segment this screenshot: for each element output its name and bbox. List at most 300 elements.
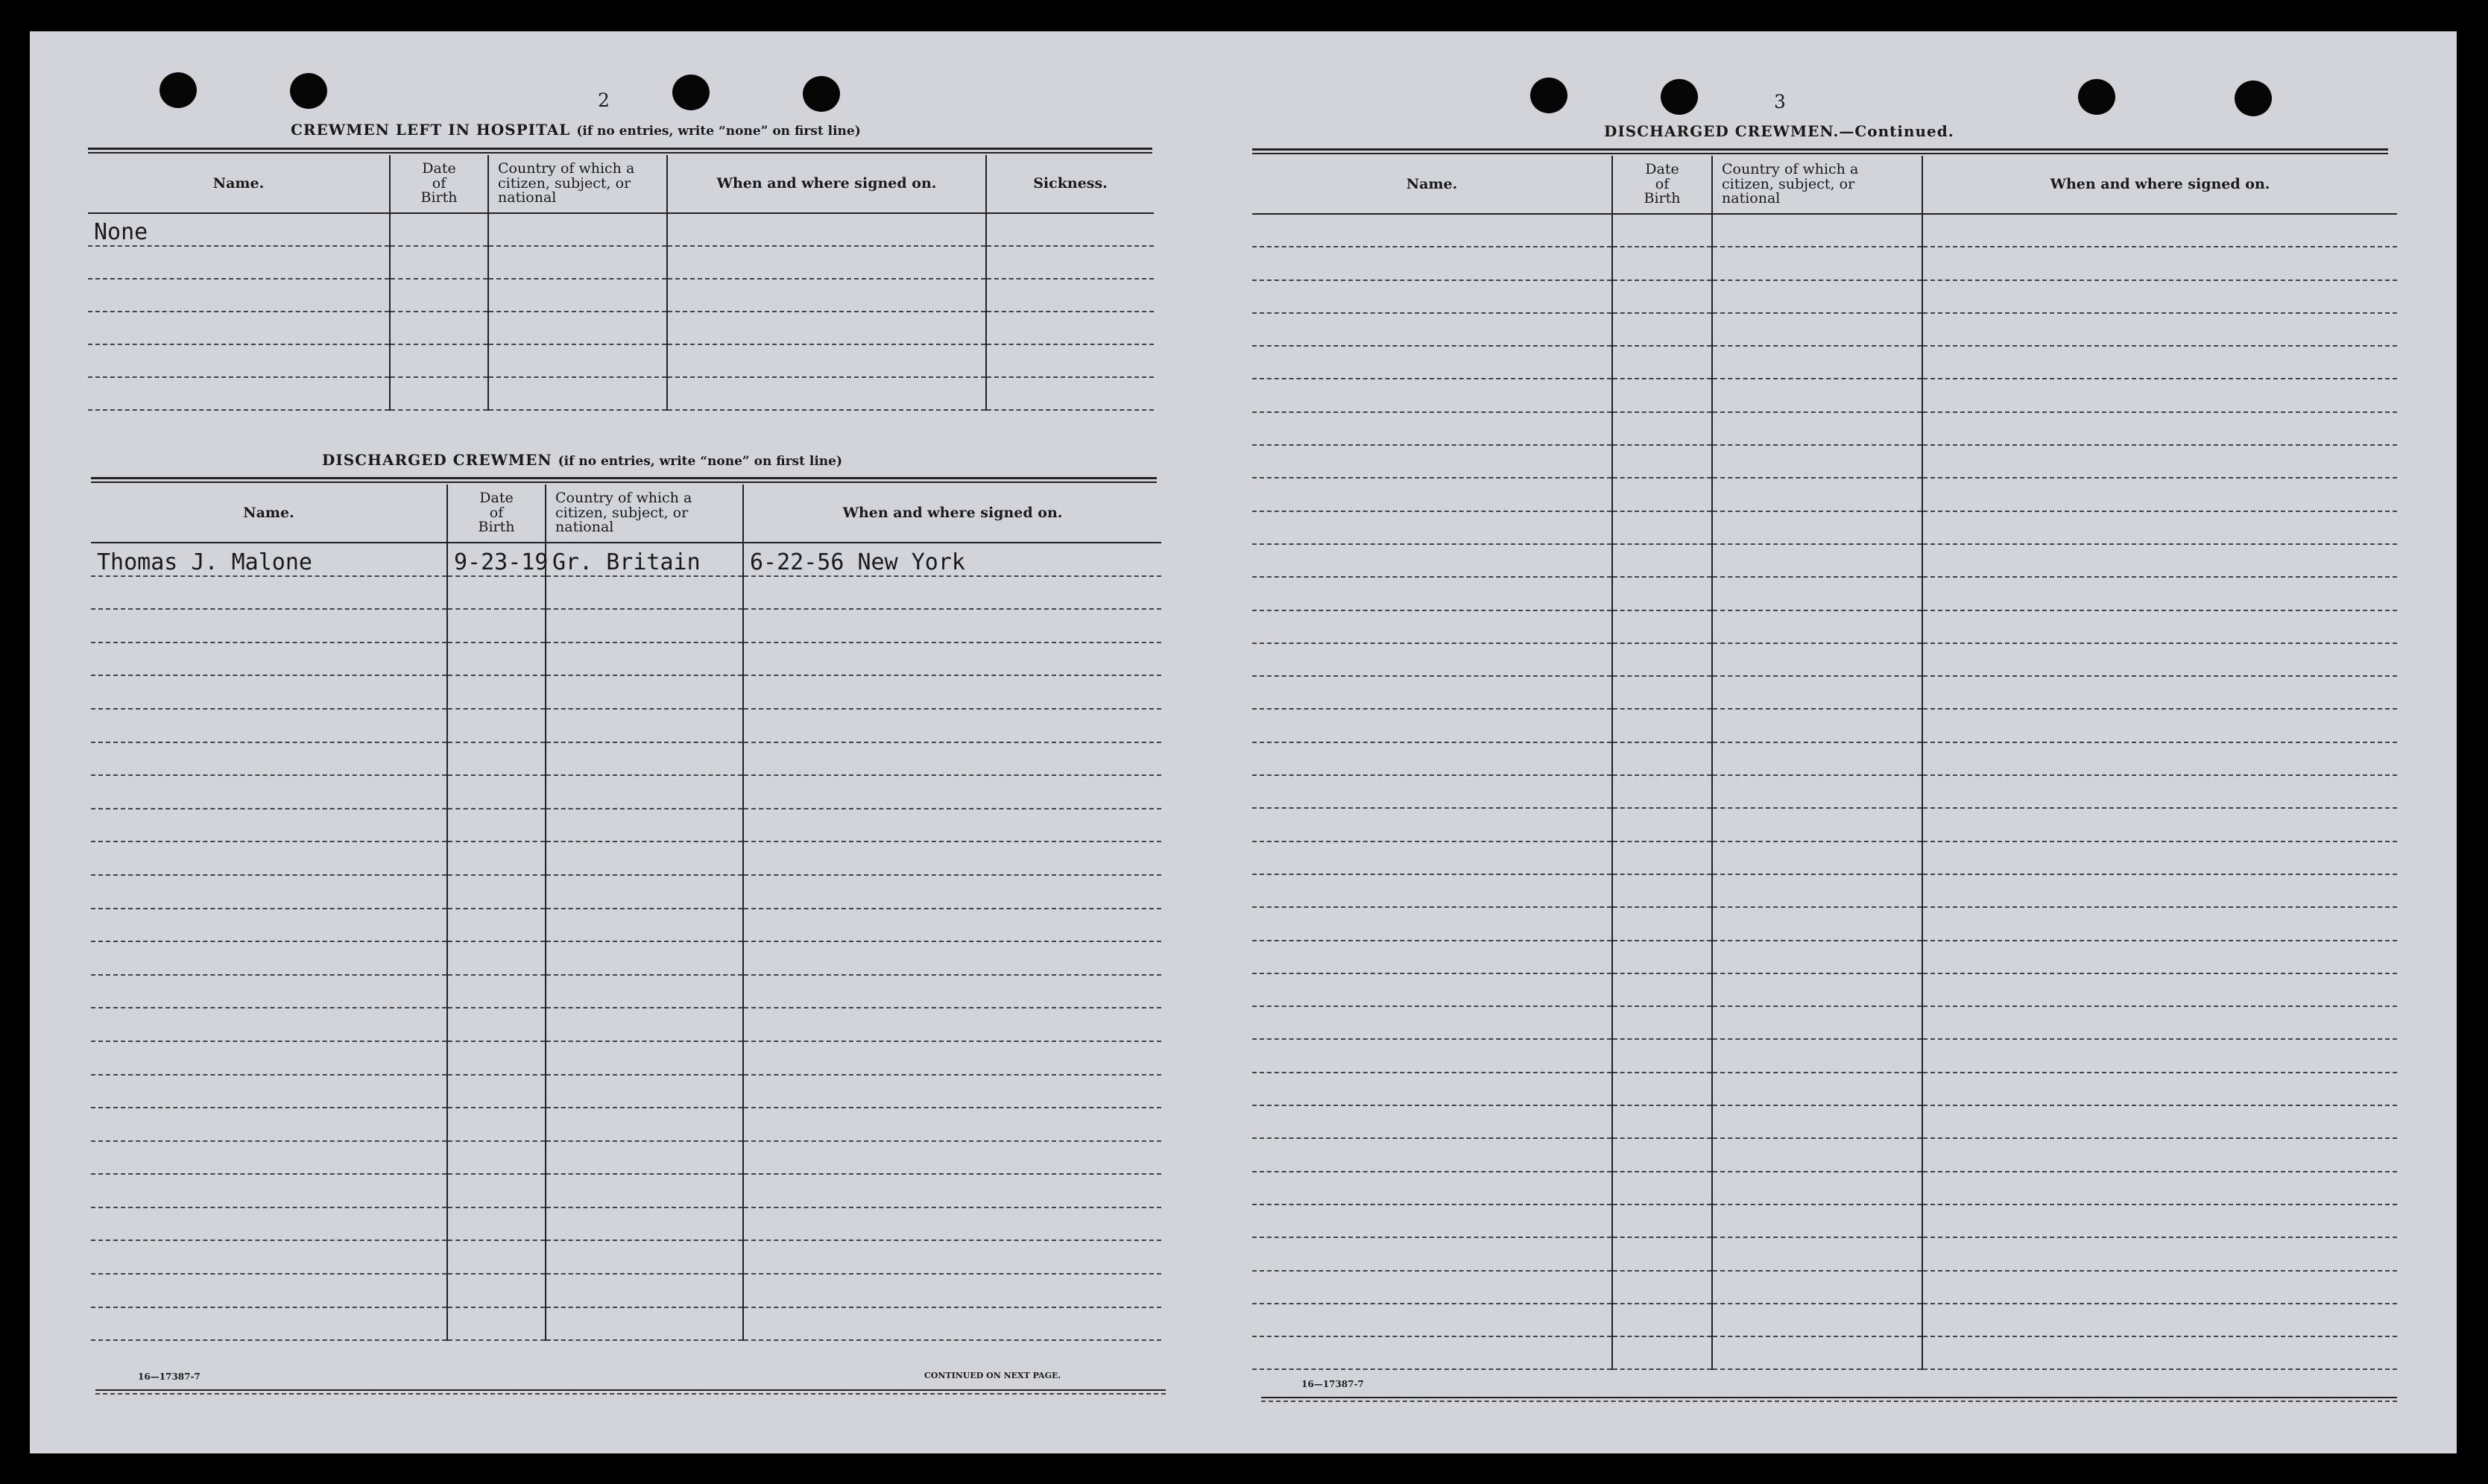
cell-country[interactable] [1712, 842, 1922, 874]
cell-name[interactable] [88, 312, 390, 344]
cell-dob[interactable] [1612, 1271, 1712, 1304]
cell-name[interactable] [1252, 842, 1612, 874]
cell-signed-on[interactable] [743, 1207, 1161, 1241]
column-header-name: Name. [1252, 156, 1612, 214]
cell-country[interactable] [546, 909, 743, 942]
table-row [1252, 907, 2397, 940]
punch-hole-icon [803, 76, 840, 112]
table-row [91, 1041, 1161, 1075]
cell-dob[interactable] [390, 344, 488, 377]
cell-dob[interactable] [390, 377, 488, 410]
cell-name[interactable] [1252, 973, 1612, 1006]
cell-country[interactable] [546, 1307, 743, 1341]
table-row [88, 377, 1154, 410]
cell-country[interactable]: Gr. Britain [546, 543, 743, 576]
cell-country[interactable] [1712, 1172, 1922, 1204]
cell-sickness[interactable] [986, 279, 1154, 312]
cell-country[interactable] [1712, 1237, 1922, 1270]
cell-country[interactable] [1712, 1039, 1922, 1072]
cell-dob[interactable] [1612, 346, 1712, 379]
cell-name[interactable] [88, 377, 390, 410]
cell-name[interactable] [91, 875, 447, 909]
cell-country[interactable] [1712, 808, 1922, 841]
cell-dob[interactable] [1612, 775, 1712, 808]
cell-sickness[interactable] [986, 312, 1154, 344]
cell-name[interactable] [1252, 874, 1612, 907]
cell-country[interactable] [1712, 874, 1922, 907]
cell-signed-on[interactable] [743, 775, 1161, 809]
cell-country[interactable] [546, 1240, 743, 1274]
cell-name[interactable] [91, 1075, 447, 1108]
cell-country[interactable] [1712, 313, 1922, 346]
cell-country[interactable] [1712, 1006, 1922, 1039]
cell-name[interactable] [91, 576, 447, 610]
cell-name[interactable] [91, 1141, 447, 1175]
table-row [1252, 445, 2397, 478]
cell-signed-on[interactable] [743, 675, 1161, 709]
cell-dob[interactable] [390, 312, 488, 344]
cell-name[interactable] [1252, 1172, 1612, 1204]
cell-name[interactable] [1252, 676, 1612, 709]
cell-country[interactable] [546, 975, 743, 1008]
table-top-rule [88, 148, 1152, 154]
cell-signed-on[interactable] [1922, 1271, 2397, 1304]
cell-country[interactable] [1712, 1105, 1922, 1138]
cell-name[interactable] [91, 809, 447, 842]
cell-name[interactable] [1252, 247, 1612, 280]
cell-country[interactable] [546, 875, 743, 909]
cell-country[interactable] [546, 709, 743, 742]
cell-name[interactable] [91, 1274, 447, 1307]
cell-dob[interactable] [1612, 709, 1712, 742]
cell-country[interactable] [546, 642, 743, 676]
cell-country[interactable] [1712, 379, 1922, 411]
cell-name[interactable] [1252, 445, 1612, 478]
cell-dob[interactable] [447, 709, 546, 742]
table-row [91, 1274, 1161, 1307]
cell-signed-on[interactable] [1922, 346, 2397, 379]
cell-signed-on[interactable] [1922, 1006, 2397, 1039]
cell-dob[interactable] [1612, 1336, 1712, 1369]
cell-country[interactable] [546, 742, 743, 776]
cell-country[interactable] [546, 675, 743, 709]
cell-signed-on[interactable] [1922, 1105, 2397, 1138]
cell-dob[interactable] [1612, 1237, 1712, 1270]
cell-country[interactable] [488, 344, 667, 377]
cell-signed-on[interactable] [1922, 544, 2397, 577]
cell-signed-on[interactable]: 6-22-56 New York [743, 543, 1161, 576]
cell-country[interactable] [546, 941, 743, 975]
cell-country[interactable] [1712, 775, 1922, 808]
table-row [91, 543, 1161, 576]
table-row [1252, 1237, 2397, 1270]
header-line: Country of which a [555, 489, 692, 506]
cell-signed-on[interactable] [743, 875, 1161, 909]
cell-signed-on[interactable] [1922, 412, 2397, 445]
cell-signed-on[interactable] [743, 1174, 1161, 1207]
cell-dob[interactable] [447, 742, 546, 776]
cell-dob[interactable] [447, 576, 546, 610]
cell-dob[interactable] [1612, 742, 1712, 775]
cell-name[interactable] [91, 742, 447, 776]
cell-country[interactable] [1712, 511, 1922, 544]
cell-country[interactable] [546, 609, 743, 642]
cell-name[interactable] [91, 1240, 447, 1274]
cell-country[interactable] [488, 213, 667, 246]
cell-name[interactable] [1252, 1204, 1612, 1237]
cell-country[interactable] [488, 246, 667, 279]
cell-signed-on[interactable] [1922, 907, 2397, 940]
cell-name[interactable] [91, 975, 447, 1008]
cell-signed-on[interactable] [743, 1008, 1161, 1041]
cell-name[interactable] [1252, 941, 1612, 973]
cell-dob[interactable] [1612, 842, 1712, 874]
cell-signed-on[interactable] [1922, 1073, 2397, 1105]
cell-signed-on[interactable] [1922, 379, 2397, 411]
cell-signed-on[interactable] [1922, 247, 2397, 280]
cell-signed-on[interactable] [1922, 313, 2397, 346]
cell-dob[interactable] [1612, 1006, 1712, 1039]
cell-dob[interactable] [1612, 874, 1712, 907]
cell-dob[interactable] [390, 279, 488, 312]
cell-signed-on[interactable] [743, 1041, 1161, 1075]
cell-country[interactable] [1712, 577, 1922, 610]
cell-dob[interactable] [1612, 610, 1712, 643]
cell-signed-on[interactable] [1922, 1039, 2397, 1072]
cell-name[interactable] [1252, 907, 1612, 940]
cell-signed-on[interactable] [743, 1075, 1161, 1108]
cell-country[interactable] [546, 842, 743, 875]
cell-name[interactable] [91, 709, 447, 742]
cell-name[interactable] [1252, 1336, 1612, 1369]
cell-name[interactable] [1252, 214, 1612, 247]
cell-country[interactable] [1712, 1271, 1922, 1304]
cell-signed-on[interactable] [1922, 1172, 2397, 1204]
column-header-signed-on: When and where signed on. [1922, 156, 2397, 214]
cell-signed-on[interactable] [743, 842, 1161, 875]
discharged-continued-table [1252, 156, 2397, 1370]
cell-dob[interactable] [447, 809, 546, 842]
cell-dob[interactable] [1612, 1138, 1712, 1171]
cell-country[interactable] [1712, 676, 1922, 709]
cell-name[interactable] [1252, 280, 1612, 313]
table-row [1252, 346, 2397, 379]
cell-dob[interactable] [447, 1041, 546, 1075]
table-row [1252, 1073, 2397, 1105]
cell-country[interactable] [546, 1141, 743, 1175]
cell-country[interactable] [1712, 1073, 1922, 1105]
cell-signed-on[interactable] [1922, 775, 2397, 808]
cell-dob[interactable] [447, 1108, 546, 1141]
cell-name[interactable] [91, 775, 447, 809]
cell-name[interactable]: Thomas J. Malone [91, 543, 447, 576]
cell-dob[interactable] [447, 775, 546, 809]
cell-signed-on[interactable] [743, 1108, 1161, 1141]
cell-name[interactable] [1252, 346, 1612, 379]
cell-signed-on[interactable] [743, 1240, 1161, 1274]
cell-name[interactable] [91, 909, 447, 942]
cell-dob[interactable] [447, 1240, 546, 1274]
cell-country[interactable] [1712, 973, 1922, 1006]
cell-country[interactable] [1712, 941, 1922, 973]
table-row [91, 1240, 1161, 1274]
cell-signed-on[interactable] [1922, 1237, 2397, 1270]
punch-hole-icon [1661, 79, 1698, 115]
cell-signed-on[interactable] [743, 642, 1161, 676]
cell-country[interactable] [546, 1041, 743, 1075]
cell-dob[interactable] [447, 1141, 546, 1175]
cell-name[interactable] [1252, 1271, 1612, 1304]
cell-dob[interactable] [390, 246, 488, 279]
cell-signed-on[interactable] [1922, 676, 2397, 709]
cell-dob[interactable] [447, 642, 546, 676]
cell-signed-on[interactable] [743, 975, 1161, 1008]
cell-name[interactable] [1252, 1105, 1612, 1138]
cell-country[interactable] [1712, 412, 1922, 445]
cell-dob[interactable] [1612, 379, 1712, 411]
cell-signed-on[interactable] [1922, 478, 2397, 511]
cell-name[interactable] [1252, 379, 1612, 411]
cell-signed-on[interactable] [1922, 280, 2397, 313]
cell-dob[interactable] [447, 609, 546, 642]
cell-dob[interactable] [447, 975, 546, 1008]
header-line: Birth [478, 519, 515, 536]
cell-signed-on[interactable] [1922, 1204, 2397, 1237]
cell-signed-on[interactable] [1922, 1138, 2397, 1171]
cell-signed-on[interactable] [1922, 842, 2397, 874]
cell-dob[interactable] [1612, 676, 1712, 709]
cell-country[interactable] [546, 1274, 743, 1307]
cell-signed-on[interactable] [743, 809, 1161, 842]
cell-name[interactable] [91, 1108, 447, 1141]
cell-signed-on[interactable] [743, 1274, 1161, 1307]
cell-name[interactable] [91, 609, 447, 642]
cell-country[interactable] [488, 279, 667, 312]
cell-dob[interactable] [1612, 941, 1712, 973]
cell-name[interactable] [1252, 478, 1612, 511]
cell-signed-on[interactable] [1922, 941, 2397, 973]
cell-country[interactable] [1712, 1138, 1922, 1171]
cell-sickness[interactable] [986, 344, 1154, 377]
cell-country[interactable] [546, 1075, 743, 1108]
cell-name[interactable] [1252, 313, 1612, 346]
cell-name[interactable] [1252, 511, 1612, 544]
cell-signed-on[interactable] [1922, 643, 2397, 676]
cell-signed-on[interactable] [1922, 577, 2397, 610]
cell-name[interactable] [1252, 1006, 1612, 1039]
cell-signed-on[interactable] [667, 246, 986, 279]
cell-country[interactable] [1712, 742, 1922, 775]
cell-sickness[interactable] [986, 377, 1154, 410]
cell-signed-on[interactable] [667, 312, 986, 344]
cell-dob[interactable] [1612, 577, 1712, 610]
cell-name[interactable] [88, 246, 390, 279]
cell-signed-on[interactable] [743, 609, 1161, 642]
cell-country[interactable] [1712, 643, 1922, 676]
cell-signed-on[interactable] [743, 1141, 1161, 1175]
cell-name[interactable] [91, 1008, 447, 1041]
cell-dob[interactable] [447, 1008, 546, 1041]
cell-signed-on[interactable] [1922, 874, 2397, 907]
header-line: Country of which a [1722, 160, 1859, 177]
cell-dob[interactable] [1612, 1204, 1712, 1237]
cell-name[interactable] [1252, 1073, 1612, 1105]
table-top-rule [1252, 148, 2388, 154]
cell-signed-on[interactable] [667, 344, 986, 377]
hospital-title-text: CREWMEN LEFT IN HOSPITAL [291, 121, 571, 139]
cell-country[interactable] [1712, 280, 1922, 313]
cell-dob[interactable] [390, 213, 488, 246]
cell-dob[interactable] [447, 1307, 546, 1341]
cell-dob[interactable] [1612, 808, 1712, 841]
cell-dob[interactable] [1612, 511, 1712, 544]
table-row [1252, 379, 2397, 411]
cell-country[interactable] [1712, 709, 1922, 742]
cell-country[interactable] [488, 312, 667, 344]
cell-name[interactable] [91, 1207, 447, 1241]
cell-dob[interactable] [1612, 445, 1712, 478]
cell-name[interactable] [1252, 643, 1612, 676]
cell-name[interactable] [1252, 1039, 1612, 1072]
cell-signed-on[interactable] [667, 377, 986, 410]
cell-country[interactable] [546, 1108, 743, 1141]
cell-country[interactable] [1712, 1304, 1922, 1336]
cell-dob[interactable] [1612, 973, 1712, 1006]
cell-signed-on[interactable] [1922, 214, 2397, 247]
cell-name[interactable] [91, 642, 447, 676]
cell-country[interactable] [546, 1207, 743, 1241]
cell-dob[interactable] [1612, 1073, 1712, 1105]
cell-signed-on[interactable] [743, 941, 1161, 975]
cell-signed-on[interactable] [743, 1307, 1161, 1341]
cell-dob[interactable] [1612, 214, 1712, 247]
cell-name[interactable] [1252, 544, 1612, 577]
cell-signed-on[interactable] [1922, 1304, 2397, 1336]
cell-dob[interactable] [447, 941, 546, 975]
cell-dob[interactable] [1612, 1172, 1712, 1204]
cell-signed-on[interactable] [1922, 511, 2397, 544]
cell-country[interactable] [488, 377, 667, 410]
cell-signed-on[interactable] [743, 742, 1161, 776]
cell-signed-on[interactable] [1922, 445, 2397, 478]
table-row [1252, 973, 2397, 1006]
cell-dob[interactable] [1612, 1105, 1712, 1138]
cell-signed-on[interactable] [1922, 973, 2397, 1006]
cell-dob[interactable] [1612, 478, 1712, 511]
cell-name[interactable] [1252, 709, 1612, 742]
cell-name[interactable] [1252, 1304, 1612, 1336]
cell-country[interactable] [546, 809, 743, 842]
cell-dob[interactable] [1612, 544, 1712, 577]
table-row [1252, 1105, 2397, 1138]
cell-signed-on[interactable] [1922, 709, 2397, 742]
cell-country[interactable] [1712, 346, 1922, 379]
cell-name[interactable] [1252, 742, 1612, 775]
cell-dob[interactable] [1612, 907, 1712, 940]
table-row [88, 344, 1154, 377]
cell-country[interactable] [546, 1008, 743, 1041]
cell-name[interactable] [91, 1041, 447, 1075]
cell-sickness[interactable] [986, 246, 1154, 279]
cell-signed-on[interactable] [743, 909, 1161, 942]
cell-country[interactable] [546, 775, 743, 809]
cell-name[interactable] [1252, 808, 1612, 841]
cell-dob[interactable] [447, 1274, 546, 1307]
cell-dob[interactable] [447, 842, 546, 875]
cell-signed-on[interactable] [743, 709, 1161, 742]
cell-dob[interactable] [1612, 247, 1712, 280]
cell-country[interactable] [1712, 544, 1922, 577]
cell-country[interactable] [1712, 247, 1922, 280]
cell-name[interactable] [1252, 1138, 1612, 1171]
cell-country[interactable] [1712, 610, 1922, 643]
cell-name[interactable] [91, 842, 447, 875]
cell-name[interactable] [1252, 610, 1612, 643]
cell-country[interactable] [1712, 478, 1922, 511]
cell-dob[interactable] [447, 875, 546, 909]
cell-country[interactable] [1712, 907, 1922, 940]
header-line: of [432, 174, 446, 192]
cell-dob[interactable] [1612, 280, 1712, 313]
cell-name[interactable] [91, 1307, 447, 1341]
discharged-title-text: DISCHARGED CREWMEN [322, 451, 552, 469]
table-row [1252, 1304, 2397, 1336]
cell-name[interactable] [88, 344, 390, 377]
cell-country[interactable] [1712, 1204, 1922, 1237]
cell-country[interactable] [1712, 445, 1922, 478]
table-row [1252, 610, 2397, 643]
cell-name[interactable] [1252, 577, 1612, 610]
cell-signed-on[interactable] [1922, 1336, 2397, 1369]
header-line: of [489, 504, 504, 521]
cell-signed-on[interactable] [743, 576, 1161, 610]
cell-sickness[interactable] [986, 213, 1154, 246]
cell-name[interactable] [1252, 1237, 1612, 1270]
cell-country[interactable] [1712, 1336, 1922, 1369]
table-row [88, 312, 1154, 344]
header-line: Birth [420, 189, 458, 206]
cell-dob[interactable] [1612, 1039, 1712, 1072]
cell-dob[interactable] [447, 1174, 546, 1207]
cell-signed-on[interactable] [1922, 808, 2397, 841]
cell-dob[interactable] [1612, 313, 1712, 346]
cell-dob[interactable] [1612, 1304, 1712, 1336]
cell-name[interactable] [91, 1174, 447, 1207]
cell-dob[interactable] [1612, 412, 1712, 445]
cell-signed-on[interactable] [667, 279, 986, 312]
cell-signed-on[interactable] [667, 213, 986, 246]
cell-dob[interactable] [447, 1075, 546, 1108]
table-row [91, 576, 1161, 610]
cell-signed-on[interactable] [1922, 610, 2397, 643]
cell-dob[interactable] [447, 675, 546, 709]
cell-name[interactable]: None [88, 213, 390, 246]
cell-name[interactable] [91, 675, 447, 709]
cell-country[interactable] [546, 1174, 743, 1207]
cell-dob[interactable]: 9-23-19 [447, 543, 546, 576]
cell-country[interactable] [546, 576, 743, 610]
cell-name[interactable] [91, 941, 447, 975]
cell-country[interactable] [1712, 214, 1922, 247]
cell-dob[interactable] [447, 909, 546, 942]
cell-signed-on[interactable] [1922, 742, 2397, 775]
cell-name[interactable] [1252, 412, 1612, 445]
cell-dob[interactable] [447, 1207, 546, 1241]
cell-name[interactable] [88, 279, 390, 312]
cell-name[interactable] [1252, 775, 1612, 808]
cell-dob[interactable] [1612, 643, 1712, 676]
table-row [91, 742, 1161, 776]
